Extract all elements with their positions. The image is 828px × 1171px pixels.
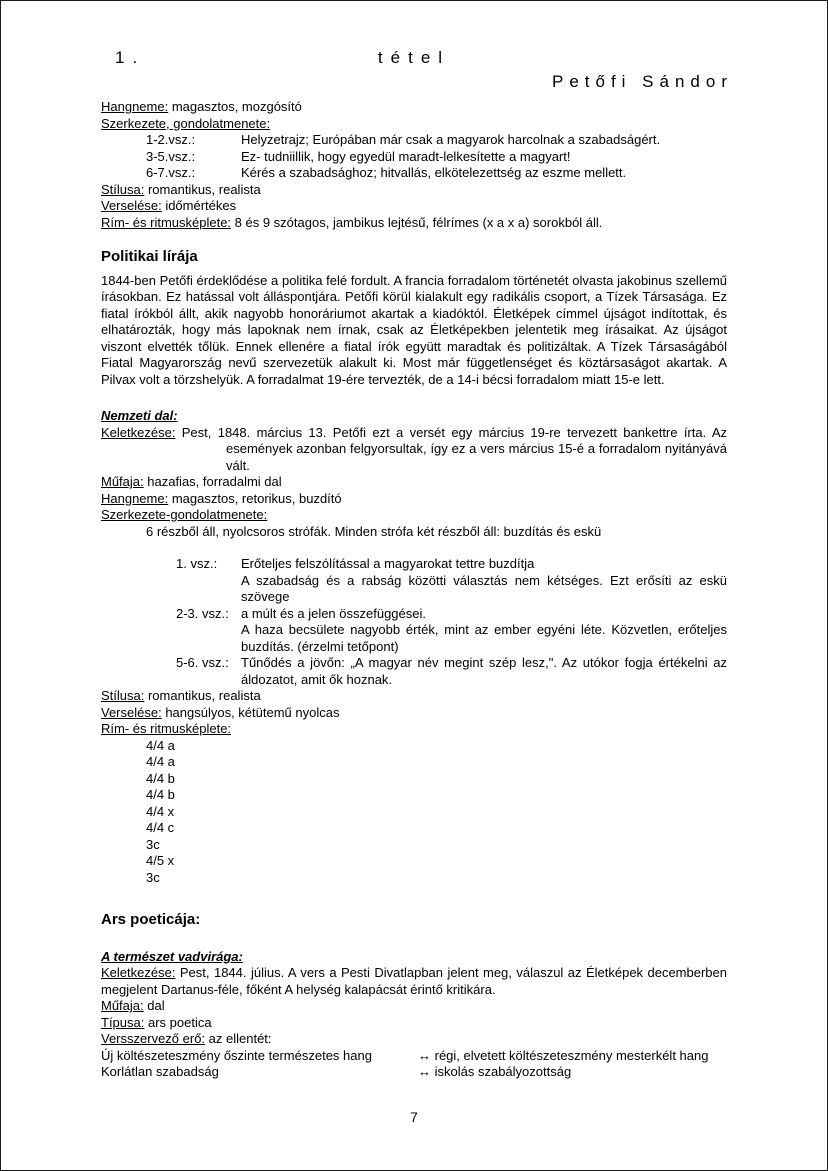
vsz-text: a múlt és a jelen összefüggései. bbox=[241, 605, 426, 621]
vsz-row bbox=[101, 606, 727, 623]
vsz-row bbox=[101, 132, 727, 149]
politikai-paragraph: 1844-ben Petőfi érdeklődése a politika felé fordult. A francia forradalom történetét olvasta jakobinus szellemű írásokban. Ez hatással volt álláspontjára. Petőfi körül kialakult egy radikális csoport, a Tízek Társasága. Ez fiatal írókból állt, akik nagyobb honoráriumot akartak a kiadóktól. Életképek címmel újságot indítottak, és elhatározták, hogy más lapoknak nem írnak, csak az Életképekben jelentetik meg írásaikat. Az újságot viszont elvették tőlük. Ennek ellenére a fiatal írók együtt maradtak és politizáltak. A Tízek Társaságából Fiatal Magyarország nevű szervezetük alakult ki. Most már függetlenséget és köztársaságot akartak. A Pilvax volt a törzshelyük. A forradalmat 19-ére tervezték, de a 14-i bécsi forradalom miatt 15-e lett. bbox=[101, 272, 727, 387]
line-rim-ritmuskeplete bbox=[101, 215, 727, 232]
vsz-text: Ez- tudniillik, hogy egyedül maradt-lelkesítette a magyart! bbox=[241, 148, 571, 164]
vsz-row bbox=[101, 573, 727, 606]
field-label: Szerkezete-gondolatmenete: bbox=[101, 507, 268, 522]
vsz-text: A szabadság és a rabság közötti választás nem kétséges. Ezt erősíti az eskü szövege bbox=[241, 572, 727, 604]
field-value: romantikus, realista bbox=[144, 181, 261, 197]
vsz-text: Tűnődés a jövőn: „A magyar név megint szép lesz,". Az utókor fogja értékelni az áldozatot, amit ők hoznak. bbox=[241, 655, 727, 687]
ars-keletkezese-paragraph bbox=[101, 965, 727, 998]
vsz-text: Helyzetrajz; Európában már csak a magyarok harcolnak a szabadságért. bbox=[241, 132, 661, 147]
field-value: az ellentét: bbox=[205, 1031, 272, 1046]
vsz-row bbox=[101, 165, 727, 182]
vsz-row bbox=[101, 622, 727, 655]
contrast-row bbox=[101, 1048, 727, 1065]
field-value: Pest, 1848. március 13. Petőfi ezt a versét egy március 19-re tervezett bankettre írta. Az események azonban felgyorsultak, így ez a vers március 15-é a forradalom nyitányává vált. bbox=[175, 424, 727, 473]
field-label: Műfaja: bbox=[101, 474, 144, 489]
rhythm-line: 4/4 x bbox=[146, 803, 175, 819]
vsz-number: 3-5.vsz.: bbox=[146, 148, 196, 164]
contrast-row bbox=[101, 1064, 727, 1081]
tetel-number: 1. bbox=[115, 48, 146, 67]
line-mufaja bbox=[101, 998, 727, 1015]
field-label: Hangneme: bbox=[101, 99, 169, 114]
heading-ars-poeticaja: Ars poeticája: bbox=[101, 911, 201, 928]
vsz-number: 5-6. vsz.: bbox=[176, 655, 229, 670]
subheading-a-termeszet-vadviraga: A természet vadvirága: bbox=[101, 948, 243, 964]
header-title-row bbox=[101, 47, 727, 69]
rhythm-line: 4/4 a bbox=[146, 754, 175, 769]
structure-note: 6 részből áll, nyolcsoros strófák. Minden strófa két részből áll: buzdítás és eskü bbox=[146, 523, 602, 539]
field-label: Műfaja: bbox=[101, 998, 144, 1013]
vsz-number: 6-7.vsz.: bbox=[146, 165, 196, 180]
line-versszervezo-ero bbox=[101, 1031, 727, 1048]
line-verselese bbox=[101, 705, 727, 722]
field-label: Keletkezése: bbox=[101, 965, 176, 980]
field-value: magasztos, retorikus, buzdító bbox=[168, 490, 342, 506]
field-value: dal bbox=[143, 998, 165, 1013]
vsz-row bbox=[101, 556, 727, 573]
field-value: időmértékes bbox=[161, 198, 237, 213]
rhythm-line: 3c bbox=[146, 869, 160, 885]
rhythm-line: 3c bbox=[146, 836, 160, 852]
field-label: Szerkezete, gondolatmenete: bbox=[101, 115, 271, 131]
vsz-text: A haza becsülete nagyobb érték, mint az ember egyéni léte. Közvetlen, erőteljes buzdítás. (érzelmi tetőpont) bbox=[241, 622, 727, 654]
heading-politikai-liraja: Politikai lírája bbox=[101, 248, 198, 265]
line-szerkezete bbox=[101, 116, 727, 133]
field-value: magasztos, mozgósító bbox=[168, 99, 302, 114]
subheading-nemzeti-dal: Nemzeti dal: bbox=[101, 408, 178, 423]
line-stilusa bbox=[101, 182, 727, 199]
field-value: Pest, 1844. július. A vers a Pesti Divatlapban jelent meg, válaszul az Életképek decemberben megjelent Dartanus-féle, főként A helység kalapácsát érintő kritikára. bbox=[101, 965, 727, 997]
field-label: Verselése: bbox=[101, 704, 162, 720]
contrast-right: ↔ régi, elvetett költészeteszmény mesterkélt hang bbox=[418, 1047, 709, 1063]
line-mufaja bbox=[101, 474, 727, 491]
field-label: Hangneme: bbox=[101, 490, 169, 506]
line-stilusa bbox=[101, 688, 727, 705]
field-label: Típusa: bbox=[101, 1014, 145, 1030]
contrast-left: Új költészeteszmény őszinte természetes hang bbox=[101, 1047, 372, 1063]
field-label: Verselése: bbox=[101, 198, 162, 213]
line-verselese bbox=[101, 198, 727, 215]
rhythm-line: 4/4 b bbox=[146, 770, 175, 786]
section-intro bbox=[101, 99, 727, 231]
rhythm-line: 4/4 a bbox=[146, 737, 175, 753]
tetel-title: tétel bbox=[377, 48, 451, 67]
line-rim-ritmuskeplete bbox=[101, 721, 727, 738]
vsz-row bbox=[101, 655, 727, 688]
nemzeti-keletkezese-paragraph bbox=[101, 425, 727, 475]
line-szerkezete-gondolatmenete bbox=[101, 507, 727, 524]
document-header bbox=[101, 47, 733, 93]
rhythm-line: 4/5 x bbox=[146, 853, 175, 868]
field-value: ars poetica bbox=[144, 1014, 212, 1030]
line-hangneme bbox=[101, 99, 727, 116]
rhythm-line: 4/4 c bbox=[146, 820, 175, 835]
page-number: 7 bbox=[410, 1109, 418, 1125]
vsz-number: 2-3. vsz.: bbox=[176, 605, 229, 621]
vsz-number: 1-2.vsz.: bbox=[146, 132, 196, 147]
field-value: romantikus, realista bbox=[144, 688, 261, 703]
field-label: Keletkezése: bbox=[101, 424, 176, 440]
vsz-number: 1. vsz.: bbox=[176, 556, 218, 571]
vsz-number bbox=[176, 622, 241, 655]
line-tipusa bbox=[101, 1015, 727, 1032]
vsz-row bbox=[101, 149, 727, 166]
line-hangneme bbox=[101, 491, 727, 508]
field-label: Versszervező erő: bbox=[101, 1031, 206, 1046]
field-label: Rím- és ritmusképlete: bbox=[101, 214, 232, 230]
vsz-text: Erőteljes felszólítással a magyarokat tettre buzdítja bbox=[241, 556, 535, 571]
field-value: hangsúlyos, kétütemű nyolcas bbox=[161, 704, 340, 720]
field-label: Stílusa: bbox=[101, 181, 145, 197]
vsz-text: Kérés a szabadsághoz; hitvallás, elkötelezettség az eszme mellett. bbox=[241, 165, 627, 180]
field-label: Stílusa: bbox=[101, 688, 145, 703]
field-value: 8 és 9 szótagos, jambikus lejtésű, félrímes (x a x a) sorokból áll. bbox=[231, 214, 603, 230]
author-name: Petőfi Sándor bbox=[551, 72, 733, 91]
field-value: hazafias, forradalmi dal bbox=[143, 474, 282, 489]
vsz-number bbox=[176, 573, 241, 606]
rhythm-line: 4/4 b bbox=[146, 787, 175, 802]
field-label: Rím- és ritmusképlete: bbox=[101, 721, 232, 736]
contrast-left: Korlátlan szabadság bbox=[101, 1064, 219, 1079]
contrast-right: ↔ iskolás szabályozottság bbox=[418, 1064, 572, 1079]
